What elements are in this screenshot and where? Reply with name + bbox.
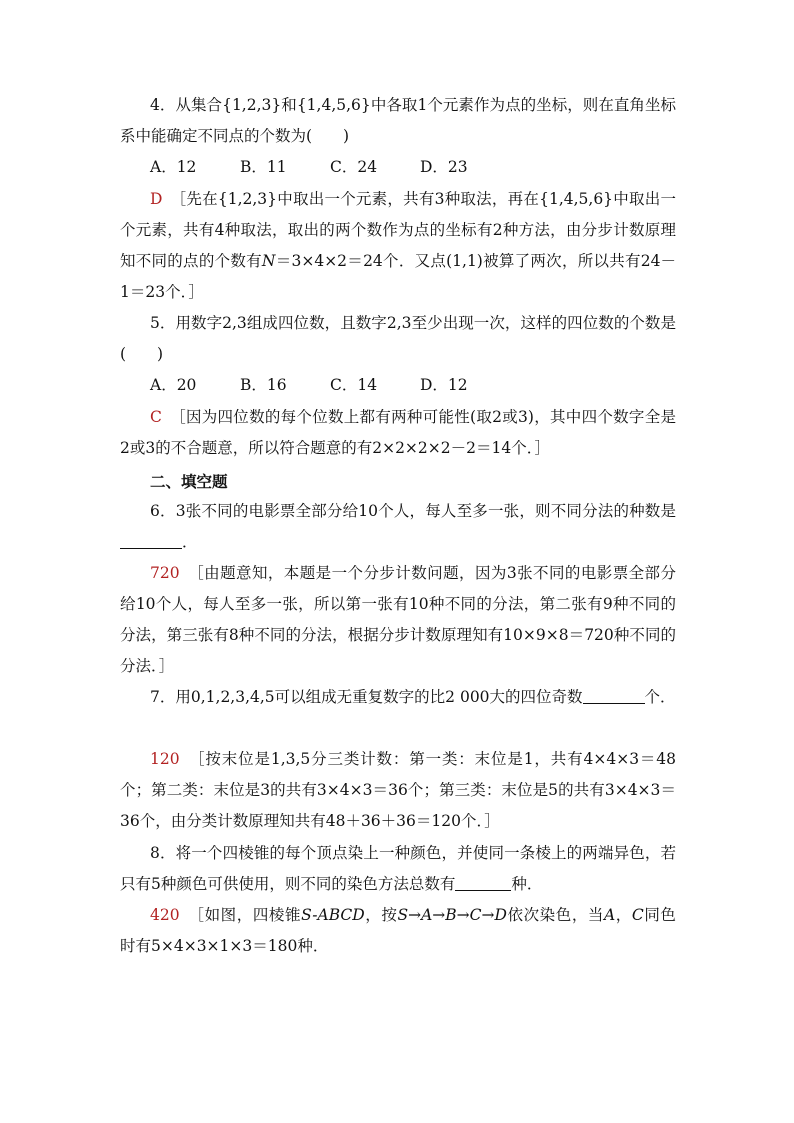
question-7-solution: 120 ［按末位是1,3,5分三类计数：第一类：末位是1，共有4×4×3＝48个；第二类：末位是3的共有3×4×3＝36个；第三类：末位是5的共有3×4×3＝36个，由分类计数原理知共有48＋36＋36＝120个．］: [120, 750, 676, 830]
question-4-text: 4．从集合{1,2,3}和{1,4,5,6}中各取1个元素作为点的坐标，则在直角坐标系中能确定不同点的个数为( ): [120, 96, 676, 145]
option-d: D．12: [420, 376, 468, 394]
question-5-text: 5．用数字2,3组成四位数，且数字2,3至少出现一次，这样的四位数的个数是( ): [120, 314, 676, 363]
question-4-options: [150, 152, 510, 183]
answer-8: 420: [150, 906, 180, 924]
option-a: A．12: [150, 158, 197, 176]
answer-blank: [583, 688, 645, 705]
section-heading: 二、填空题: [150, 473, 228, 491]
answer-blank: [455, 875, 511, 892]
question-6-text: 6．3张不同的电影票全部分给10个人，每人至多一张，则不同分法的种数是．: [120, 496, 676, 558]
answer-7: 120: [150, 750, 180, 768]
option-a: A．20: [150, 376, 197, 394]
option-d: D．23: [420, 158, 468, 176]
question-5-options: [150, 370, 510, 401]
answer-6: 720: [150, 564, 180, 582]
question-8-solution: 420 ［如图，四棱锥S-ABCD，按S→A→B→C→D依次染色，当A，C同色时有5×4×3×1×3＝180种．: [120, 906, 676, 955]
question-5-solution: C ［因为四位数的每个位数上都有两种可能性(取2或3)，其中四个数字全是2或3的不合题意，所以符合题意的有2×2×2×2－2＝14个．］: [120, 408, 676, 457]
question-7-text: 7．用0,1,2,3,4,5可以组成无重复数字的比2 000大的四位奇数 个．: [150, 688, 676, 706]
option-b: B．11: [240, 158, 287, 176]
question-4-solution: D ［先在{1,2,3}中取出一个元素，共有3种取法，再在{1,4,5,6}中取出一个元素，共有4种取法，取出的两个数作为点的坐标有2种方法，由分步计数原理知不同的点的个数有N＝3×4×2＝24个．又点(1,1)被算了两次，所以共有24－1＝23个．］: [120, 190, 676, 301]
answer-5: C: [150, 408, 162, 426]
answer-4: D: [150, 190, 163, 208]
option-c: C．24: [330, 158, 378, 176]
question-8-text: 8．将一个四棱锥的每个顶点染上一种颜色，并使同一条棱上的两端异色，若只有5种颜色可供使用，则不同的染色方法总数有 种．: [120, 844, 676, 893]
question-6-solution: 720 ［由题意知，本题是一个分步计数问题，因为3张不同的电影票全部分给10个人，每人至多一张，所以第一张有10种不同的分法，第二张有9种不同的分法，第三张有8种不同的分法，根据分步计数原理知有10×9×8＝720种不同的分法．］: [120, 564, 676, 675]
option-b: B．16: [240, 376, 287, 394]
answer-blank: [120, 533, 182, 550]
option-c: C．14: [330, 376, 378, 394]
